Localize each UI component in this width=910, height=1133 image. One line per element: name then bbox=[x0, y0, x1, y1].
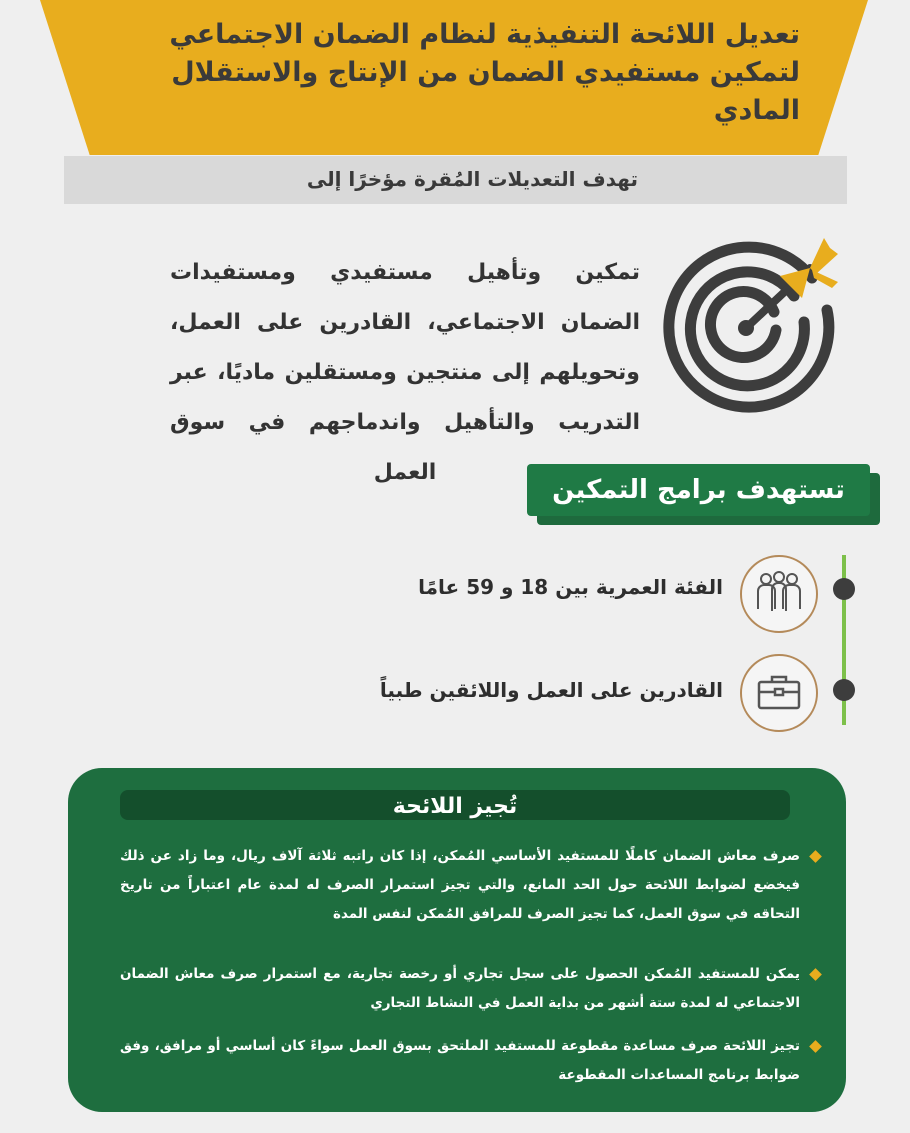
regulation-item bbox=[120, 1032, 820, 1090]
regulation-item-text: تجيز اللائحة صرف مساعدة مقطوعة للمستفيد الملتحق بسوق العمل سواءً كان أساسي أو مرافق، وفق ضوابط برنامج المساعدات المقطوعة bbox=[120, 1038, 800, 1083]
timeline-dot bbox=[833, 679, 855, 701]
criterion-ability: القادرين على العمل واللائقين طبياً bbox=[379, 678, 723, 702]
goal-text: تمكين وتأهيل مستفيدي ومستفيدات الضمان الاجتماعي، القادرين على العمل، وتحويلهم إلى منتجين ومستقلين ماديًا، عبر التدريب والتأهيل واندماجهم في سوق العمل bbox=[170, 260, 640, 485]
diamond-bullet-icon bbox=[809, 968, 822, 981]
diamond-bullet-icon bbox=[809, 1040, 822, 1053]
regulation-item-text: صرف معاش الضمان كاملًا للمستفيد الأساسي المُمكن، إذا كان راتبه ثلاثة آلاف ريال، وما زاد عن ذلك فيخضع لضوابط اللائحة حول الحد المانع، والتي تجيز استمرار الصرف له لمدة عام اعتباراً من تاريخ التحاقه في سوق العمل، كما تجيز الصرف للمرافق المُمكن لنفس المدة bbox=[120, 848, 800, 922]
page-subtitle: تهدف التعديلات المُقرة مؤخرًا إلى bbox=[306, 167, 638, 191]
regulation-item bbox=[120, 842, 820, 929]
regulation-item-text: يمكن للمستفيد المُمكن الحصول على سجل تجاري أو رخصة تجارية، مع استمرار صرف معاش الضمان الاجتماعي له لمدة ستة أشهر من بداية العمل في النشاط التجاري bbox=[120, 966, 800, 1011]
programs-heading: تستهدف برامج التمكين bbox=[527, 464, 870, 516]
regulation-item bbox=[120, 960, 820, 1018]
timeline-dot bbox=[833, 578, 855, 600]
target-icon bbox=[662, 230, 848, 416]
briefcase-icon bbox=[740, 654, 818, 732]
people-group-icon bbox=[740, 555, 818, 633]
diamond-bullet-icon bbox=[809, 850, 822, 863]
criterion-age: الفئة العمرية بين 18 و 59 عامًا bbox=[418, 575, 723, 599]
page-title: تعديل اللائحة التنفيذية لنظام الضمان الاجتماعي لتمكين مستفيدي الضمان من الإنتاج والاستقلال المادي bbox=[169, 19, 800, 126]
regulation-heading: تُجيز اللائحة bbox=[392, 794, 518, 819]
